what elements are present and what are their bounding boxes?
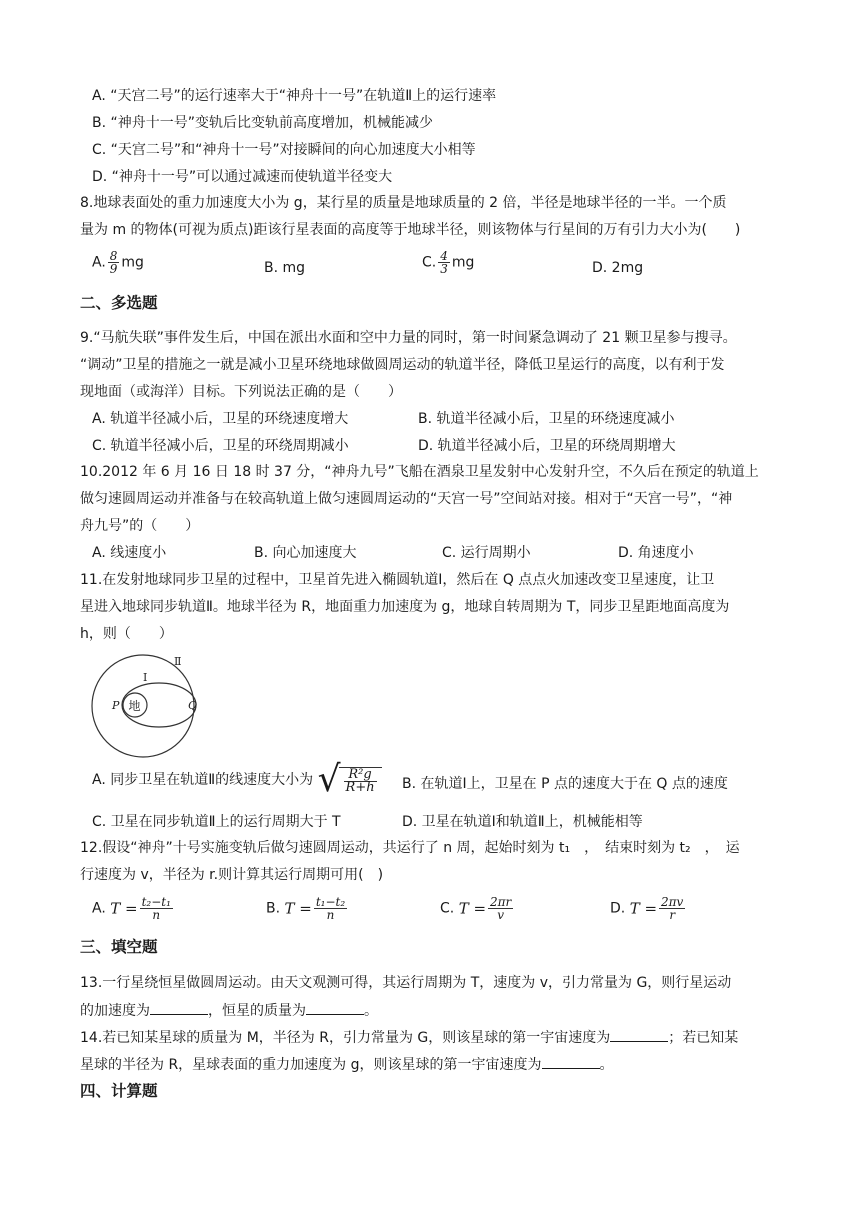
q12-stem-line2: 行速度为 v，半径为 r.则计算其运行周期可用( ) [80,867,384,883]
q11-stem-line3: h，则（ ） [80,626,173,642]
q8-option-d: D. 2mg [592,260,644,276]
q10-stem-line2: 做匀速圆周运动并准备与在较高轨道上做匀速圆周运动的“天宫一号”空间站对接。相对于“天宫一号”，“神 [80,491,733,507]
label-orbit-i: Ⅰ [143,671,148,684]
label-orbit-ii: Ⅱ [174,655,182,668]
orbit-diagram [84,652,208,760]
q7-option-a: A. “天宫二号”的运行速率大于“神舟十一号”在轨道Ⅱ上的运行速率 [92,88,497,104]
q9-stem-line2: “调动”卫星的措施之一就是减小卫星环绕地球做圆周运动的轨道半径，降低卫星运行的高度，以有利于发 [80,357,725,373]
q11-option-c: C. 卫星在同步轨道Ⅱ上的运行周期大于 T [92,814,341,830]
q10-stem-line1: 10.2012 年 6 月 16 日 18 时 37 分，“神舟九号”飞船在酒泉卫星发射中心发射升空，不久后在预定的轨道上 [80,464,759,480]
q12-option-a: A. T = $\frac{\text{t₂−t₁}}{n}$ [92,895,171,922]
fraction: $\frac{\text{t₂−t₁}}{n}$ [141,895,171,922]
q10-option-a: A. 线速度小 [92,545,167,561]
q13-stem-line1: 13.一行星绕恒星做圆周运动。由天文观测可得，其运行周期为 T，速度为 v，引力常量为 G，则行星运动 [80,975,732,991]
q12-stem-line1: 12.假设“神舟”十号实施变轨后做匀速圆周运动，共运行了 n 周，起始时刻为 t₁ ， 结束时刻为 t₂ ， 运 [80,840,740,856]
q7-option-b: B. “神舟十一号”变轨后比变轨前高度增加，机械能减少 [92,115,434,131]
q10-stem-line3: 舟九号”的（ ） [80,518,200,534]
answer-blank[interactable] [610,1027,668,1042]
q14-stem-line1: 14.若已知某星球的质量为 M，半径为 R，引力常量为 G，则该星球的第一宇宙速度为 ；若已知某 [80,1027,738,1048]
q9-stem-line3: 现地面（或海洋）目标。下列说法正确的是（ ） [80,384,402,400]
q9-stem-line1: 9.“马航失联”事件发生后，中国在派出水面和空中力量的同时，第一时间紧急调动了 21 颗卫星参与搜寻。 [80,330,737,346]
fraction: $\frac{4}{3}$ [440,249,448,276]
q14-stem-line2: 星球的半径为 R，星球表面的重力加速度为 g，则该星球的第一宇宙速度为 。 [80,1054,614,1075]
fraction: $\frac{2\pi r}{v}$ [490,895,512,922]
q9-option-d: D. 轨道半径减小后，卫星的环绕周期增大 [418,438,676,454]
earth-label: 地 [128,699,141,713]
q11-stem-line1: 11.在发射地球同步卫星的过程中，卫星首先进入椭圆轨道Ⅰ，然后在 Q 点点火加速改变卫星速度，让卫 [80,572,715,588]
q7-option-c: C. “天宫二号”和“神舟十一号”对接瞬间的向心加速度大小相等 [92,142,476,158]
section-heading-fill-in: 三、填空题 [80,938,158,956]
fraction: $\frac{2\pi v}{r}$ [661,895,684,922]
q11-stem-line2: 星进入地球同步轨道Ⅱ。地球半径为 R，地面重力加速度为 g，地球自转周期为 T，同步卫星距地面高度为 [80,599,730,615]
q11-option-b: B. 在轨道Ⅰ上，卫星在 P 点的速度大于在 Q 点的速度 [402,776,728,792]
q8-option-a: A. $\frac{8}{9}$ mg [92,249,144,276]
fraction: $\frac{8}{9}$ [109,249,118,276]
q8-option-b: B. mg [264,260,306,276]
q12-option-b: B. T = $\frac{\text{t₁−t₂}}{n}$ [266,895,346,922]
q9-option-b: B. 轨道半径减小后，卫星的环绕速度减小 [418,411,675,427]
q11-option-d: D. 卫星在轨道Ⅰ和轨道Ⅱ上，机械能相等 [402,814,643,830]
q10-option-d: D. 角速度小 [618,545,694,561]
q11-option-a: A. 同步卫星在轨道Ⅱ的线速度大小为 √ $\frac{\text{R²g}}{R+h}$ [92,760,382,800]
q13-stem-line2: 的加速度为 ，恒星的质量为 。 [80,1000,378,1021]
q9-option-a: A. 轨道半径减小后，卫星的环绕速度增大 [92,411,349,427]
answer-blank[interactable] [150,1000,208,1015]
q12-option-d: D. T = $\frac{2\pi v}{r}$ [610,895,684,922]
q12-option-c: C. T = $\frac{2\pi r}{v}$ [440,895,512,922]
q10-option-b: B. 向心加速度大 [254,545,357,561]
q8-stem-line2: 量为 m 的物体(可视为质点)距该行星表面的高度等于地球半径，则该物体与行星间的万有引力大小为( ) [80,222,741,238]
q8-stem-line1: 8.地球表面处的重力加速度大小为 g，某行星的质量是地球质量的 2 倍，半径是地球半径的一半。一个质 [80,195,727,211]
section-heading-calculation: 四、计算题 [80,1082,158,1100]
section-heading-multiple-choice: 二、多选题 [80,294,158,312]
q7-option-d: D. “神舟十一号”可以通过减速而使轨道半径变大 [92,169,393,185]
q10-option-c: C. 运行周期小 [442,545,531,561]
answer-blank[interactable] [306,1000,364,1015]
q8-option-c: C. $\frac{4}{3}$ mg [422,249,475,276]
sqrt-expression: √ $\frac{\text{R²g}}{R+h}$ [318,760,382,800]
fraction: $\frac{\text{t₁−t₂}}{n}$ [315,895,346,922]
answer-blank[interactable] [542,1054,600,1069]
q9-option-c: C. 轨道半径减小后，卫星的环绕周期减小 [92,438,349,454]
label-p: P [112,699,120,712]
label-q: Q [188,699,198,712]
